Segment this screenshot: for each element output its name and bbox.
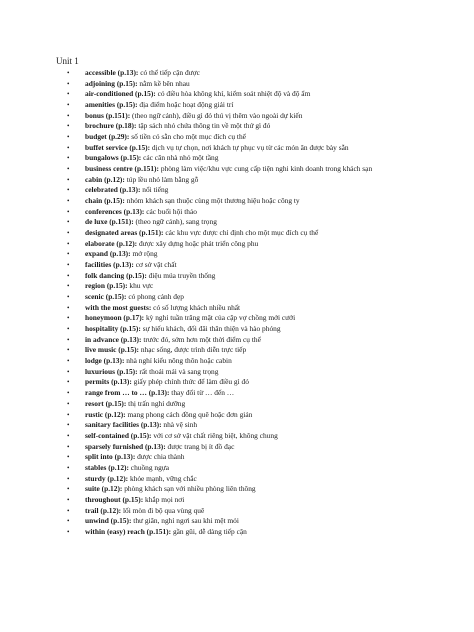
vocab-term: folk dancing (p.15): [85,270,147,280]
bullet-icon: • [67,218,70,227]
vocab-meaning: được xây dựng hoặc phát triển công phu [137,238,259,248]
vocab-meaning: có thể tiếp cận được [138,68,200,77]
vocab-term: accessible (p.13): [85,68,139,77]
vocab-term: brochure (p.18): [85,121,137,131]
bullet-icon: • [67,367,70,376]
bullet-icon: • [67,378,70,387]
list-item [66,452,466,463]
vocab-term: live music (p.15): [85,345,139,355]
bullet-icon: • [67,79,70,88]
vocab-term: bonus (p.151): [85,110,131,120]
vocab-term: conferences (p.13): [85,206,145,216]
bullet-icon: • [67,90,70,99]
vocab-term: in advance (p.13): [85,334,142,344]
list-item [66,345,466,356]
bullet-icon: • [67,111,70,120]
vocab-meaning: chuồng ngựa [128,462,170,472]
vocab-meaning: số tiền có sẵn cho một mục đích cụ thể [129,132,246,142]
vocab-meaning: trước đó, sớm hơn một thời điểm cụ thể [141,334,261,344]
vocab-term: honeymoon (p.17): [85,313,145,323]
list-item [66,324,466,335]
list-item [66,527,466,538]
vocab-meaning: phòng làm việc/khu vực cung cấp tiện nghi kinh doanh trong khách sạn [158,164,373,174]
list-item [66,111,466,122]
list-item [66,377,466,388]
list-item [66,399,466,410]
vocab-meaning: lối mòn đi bộ qua vùng quê [121,505,205,515]
bullet-icon: • [67,527,70,536]
unit-title: Unit 1 [56,56,79,66]
vocab-term: hospitality (p.15): [85,324,141,334]
bullet-icon: • [67,442,70,451]
vocab-meaning: nhà vệ sinh [161,420,198,430]
vocab-term: sparsely furnished (p.13): [85,441,166,451]
vocab-meaning: (theo ngữ cảnh), điều gì đó thú vị thêm vào ngoài dự kiến [130,110,303,120]
list-item [66,185,466,196]
vocab-term: business centre (p.151): [85,164,159,174]
vocab-term: within (easy) reach (p.151): [85,526,172,536]
list-item [66,335,466,346]
list-item [66,420,466,431]
vocab-term: chain (p.15): [85,196,125,206]
vocab-term: air-conditioned (p.15): [85,89,156,99]
list-item [66,239,466,250]
vocab-term: sanitary facilities (p.13): [85,420,162,430]
list-item [66,484,466,495]
bullet-icon: • [67,186,70,195]
list-item [66,121,466,132]
bullet-icon: • [67,143,70,152]
vocab-term: de luxe (p.151): [85,217,134,227]
bullet-icon: • [67,314,70,323]
vocab-meaning: với cơ sở vật chất riêng biệt, không chung [151,430,278,440]
vocab-meaning: sự hiếu khách, đối đãi thân thiện và hào phóng [140,324,281,334]
list-item [66,132,466,143]
vocab-meaning: (theo ngữ cảnh), sang trọng [133,217,217,227]
vocab-term: scenic (p.15): [85,292,127,302]
bullet-icon: • [67,335,70,344]
bullet-icon: • [67,463,70,472]
vocab-term: stables (p.12): [85,462,129,472]
vocab-term: budget (p.29): [85,132,130,142]
vocab-meaning: các buổi hội thảo [144,206,197,216]
vocab-term: luxurious (p.15): [85,366,138,376]
bullet-icon: • [67,453,70,462]
vocab-term: amenities (p.15): [85,100,138,110]
vocab-term: permits (p.13): [85,377,132,387]
list-item [66,249,466,260]
vocabulary-list [66,68,466,538]
list-item [66,463,466,474]
vocab-term: region (p.15): [85,281,128,291]
vocab-meaning: tập sách nhỏ chứa thông tin về một thứ gì đó [136,121,271,131]
vocab-meaning: nhà nghỉ kiểu nông thôn hoặc cabin [124,356,232,366]
vocab-meaning: có điều hòa không khí, kiểm soát nhiệt độ và độ ẩm [155,89,311,99]
vocab-meaning: nhóm khách sạn thuộc cùng một thương hiệu hoặc công ty [124,196,300,206]
bullet-icon: • [67,271,70,280]
list-item [66,292,466,303]
vocab-meaning: các căn nhà nhỏ một tầng [141,153,219,163]
bullet-icon: • [67,485,70,494]
bullet-icon: • [67,165,70,174]
vocab-term: lodge (p.13): [85,356,125,366]
vocab-meaning: mang phong cách đồng quê hoặc đơn giản [125,409,253,419]
list-item [66,431,466,442]
vocab-term: suite (p.12): [85,484,123,494]
vocab-meaning: các khu vực được chỉ định cho một mục đích cụ thể [163,228,319,238]
list-item [66,281,466,292]
bullet-icon: • [67,293,70,302]
vocab-term: rustic (p.12): [85,409,126,419]
list-item [66,143,466,154]
vocab-meaning: rất thoải mái và sang trọng [137,366,219,376]
vocab-term: designated areas (p.151): [85,228,164,238]
vocab-term: adjoining (p.15): [85,78,138,88]
bullet-icon: • [67,239,70,248]
vocab-meaning: cơ sở vật chất [133,260,177,270]
list-item [66,196,466,207]
vocab-term: resort (p.15): [85,398,127,408]
vocab-term: elaborate (p.12): [85,238,138,248]
list-item [66,516,466,527]
vocab-meaning: khỏe mạnh, vững chắc [128,473,197,483]
vocab-term: split into (p.13): [85,452,136,462]
list-item [66,228,466,239]
bullet-icon: • [67,69,70,77]
vocab-meaning: nổi tiếng [140,185,169,195]
vocab-meaning: thay đổi từ … đến … [169,388,235,398]
vocab-term: with the most guests: [85,302,152,312]
vocab-meaning: nằm kề bên nhau [137,78,190,88]
bullet-icon: • [67,399,70,408]
list-item [66,495,466,506]
bullet-icon: • [67,346,70,355]
vocab-meaning: nhạc sống, được trình diễn trực tiếp [139,345,247,355]
bullet-icon: • [67,133,70,142]
vocab-term: unwind (p.15): [85,516,132,526]
list-item [66,313,466,324]
vocab-meaning: giấy phép chính thức để làm điều gì đó [131,377,249,387]
vocab-term: self-contained (p.15): [85,430,152,440]
vocab-term: cabin (p.12): [85,174,125,184]
vocab-meaning: gần gũi, dễ dàng tiếp cận [171,526,247,536]
vocab-term: range from … to … (p.13): [85,388,170,398]
list-item [66,356,466,367]
list-item [66,410,466,421]
bullet-icon: • [67,154,70,163]
list-item [66,164,466,175]
vocab-term: sturdy (p.12): [85,473,129,483]
bullet-icon: • [67,474,70,483]
bullet-icon: • [67,282,70,291]
list-item [66,100,466,111]
list-item [66,207,466,218]
vocab-meaning: có phong cảnh đẹp [126,292,184,302]
bullet-icon: • [67,506,70,515]
vocab-meaning: mở rộng [130,249,158,259]
vocab-meaning: kỳ nghỉ tuần trăng mật của cặp vợ chồng mới cưới [144,313,296,323]
vocab-term: throughout (p.15): [85,494,144,504]
bullet-icon: • [67,303,70,312]
bullet-icon: • [67,325,70,334]
list-item [66,388,466,399]
bullet-icon: • [67,410,70,419]
list-item [66,79,466,90]
bullet-icon: • [67,421,70,430]
bullet-icon: • [67,250,70,259]
vocab-term: facilities (p.13): [85,260,134,270]
bullet-icon: • [67,517,70,526]
vocab-term: expand (p.13): [85,249,131,259]
vocab-meaning: túp lều nhỏ làm bằng gỗ [124,174,199,184]
vocab-meaning: dịch vụ tự chọn, nơi khách tự phục vụ từ các món ăn được bày sẵn [150,142,349,152]
list-item [66,153,466,164]
list-item [66,442,466,453]
list-item [66,303,466,314]
vocab-meaning: khu vực [127,281,154,291]
bullet-icon: • [67,495,70,504]
vocab-meaning: địa điểm hoặc hoạt động giải trí [137,100,234,110]
vocab-meaning: được chia thành [135,452,185,462]
bullet-icon: • [67,197,70,206]
bullet-icon: • [67,261,70,270]
list-item [66,474,466,485]
vocab-meaning: phòng khách sạn với nhiều phòng liên thông [122,484,256,494]
bullet-icon: • [67,229,70,238]
list-item [66,68,466,79]
bullet-icon: • [67,389,70,398]
vocab-meaning: thư giãn, nghỉ ngơi sau khi mệt mỏi [131,516,239,526]
vocab-meaning: có số lượng khách nhiều nhất [151,302,241,312]
bullet-icon: • [67,175,70,184]
bullet-icon: • [67,431,70,440]
vocab-meaning: được trang bị ít đồ đạc [165,441,235,451]
vocab-meaning: khắp mọi nơi [143,494,185,504]
list-item [66,367,466,378]
vocab-meaning: điệu múa truyền thống [146,270,216,280]
bullet-icon: • [67,122,70,131]
bullet-icon: • [67,357,70,366]
vocab-term: celebrated (p.13): [85,185,141,195]
vocab-meaning: thị trấn nghỉ dưỡng [126,398,186,408]
vocab-term: trail (p.12): [85,505,122,515]
list-item [66,89,466,100]
vocab-term: buffet service (p.15): [85,142,151,152]
bullet-icon: • [67,101,70,110]
vocab-term: bungalows (p.15): [85,153,142,163]
list-item [66,260,466,271]
list-item [66,506,466,517]
list-item [66,217,466,228]
bullet-icon: • [67,207,70,216]
list-item [66,175,466,186]
list-item [66,271,466,282]
